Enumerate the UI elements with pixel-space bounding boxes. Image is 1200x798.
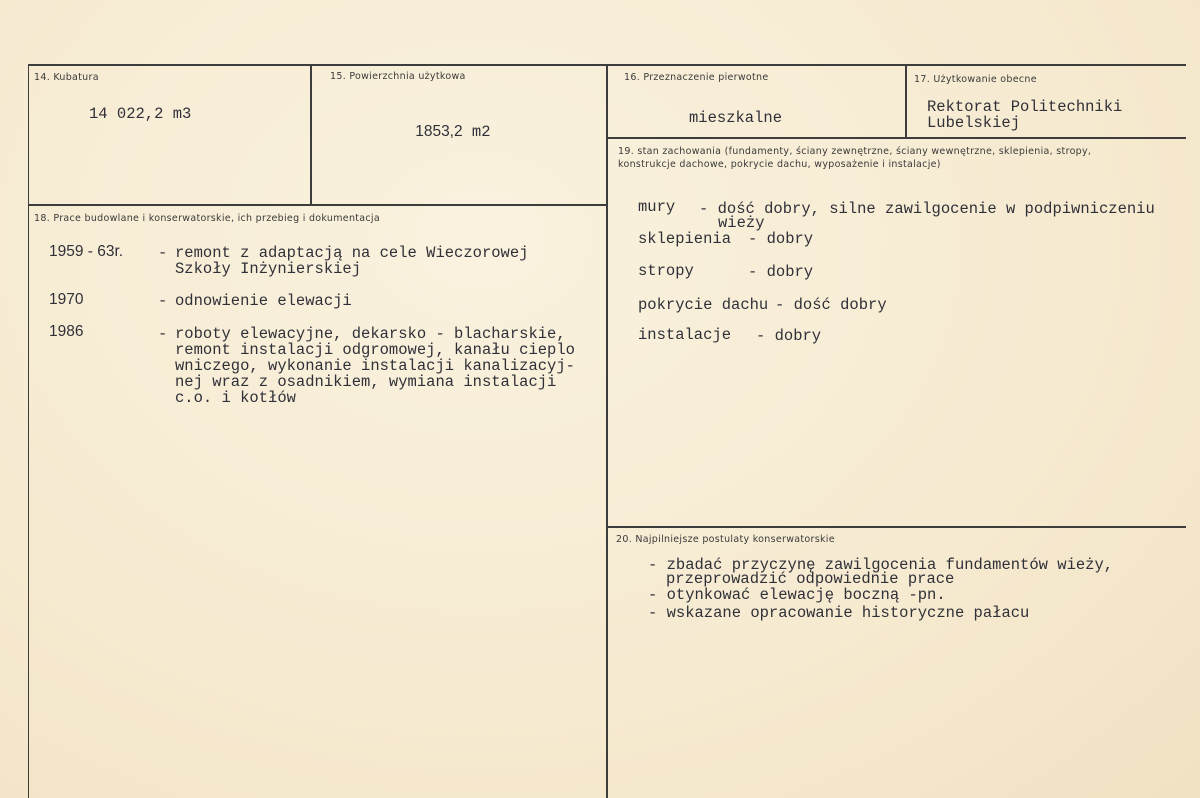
field-15-label: 15. Powierzchnia użytkowa bbox=[330, 71, 466, 82]
field-15-number: 1853,2 bbox=[415, 123, 463, 140]
entry-3-line-3: wniczego, wykonanie instalacji kanalizacyj- bbox=[175, 357, 575, 375]
state-instalacje-text: - dobry bbox=[756, 327, 822, 345]
state-mury-cont: wieży bbox=[718, 214, 765, 232]
entry-1-line-2: Szkoły Inżynierskiej bbox=[175, 260, 362, 278]
center-divider bbox=[606, 65, 608, 798]
entry-3-line-2: remont instalacji odgromowej, kanału cieplo bbox=[175, 341, 575, 359]
entry-1-line-1: remont z adaptacją na cele Wieczorowej bbox=[175, 244, 529, 262]
field-20-label: 20. Najpilniejsze postulaty konserwatorskie bbox=[616, 534, 835, 545]
entry-2-dash: - bbox=[158, 292, 168, 310]
field-15-unit: m2 bbox=[462, 123, 491, 141]
field-18-label: 18. Prace budowlane i konserwatorskie, ich przebieg i dokumentacja bbox=[34, 213, 380, 224]
entry-3-line-4: nej wraz z osadnikiem, wymiana instalacji bbox=[175, 373, 557, 391]
entry-3-dash: - bbox=[158, 325, 168, 343]
entry-3-line-5: c.o. i kotłów bbox=[175, 389, 296, 407]
field-16-value: mieszkalne bbox=[689, 109, 783, 127]
entry-1-year: 1959 - 63r. bbox=[49, 243, 124, 260]
field-17-line-2: Lubelskiej bbox=[927, 114, 1021, 132]
left-rule bbox=[28, 64, 29, 798]
field-17-line-1: Rektorat Politechniki bbox=[927, 98, 1123, 116]
state-stropy-name: stropy bbox=[638, 262, 694, 280]
state-mury-name: mury bbox=[638, 198, 676, 216]
rule-under-17 bbox=[607, 137, 1186, 139]
field-19-label: 19. stan zachowania (fundamenty, ściany zewnętrzne, ściany wewnętrzne, sklepienia, stropy, konstrukcje dachowe, pokrycie dachu, wyposażenie i instalacje) bbox=[618, 146, 1092, 170]
state-stropy-text: - dobry bbox=[748, 263, 814, 281]
field-14-value: 14 022,2 m3 bbox=[89, 105, 192, 123]
entry-3-year: 1986 bbox=[49, 323, 84, 340]
divider-16-17 bbox=[905, 65, 907, 137]
rule-above-20 bbox=[607, 526, 1186, 528]
field-15-value bbox=[396, 105, 491, 141]
divider-14-15 bbox=[310, 65, 312, 205]
state-pokrycie-name: pokrycie dachu bbox=[638, 296, 769, 314]
postulate-2: - otynkować elewację boczną -pn. bbox=[648, 586, 946, 604]
state-instalacje-name: instalacje bbox=[638, 326, 732, 344]
state-sklepienia-text: - dobry bbox=[748, 230, 814, 248]
entry-2-year: 1970 bbox=[49, 291, 84, 308]
postulate-3: - wskazane opracowanie historyczne pałacu bbox=[648, 604, 1030, 622]
state-sklepienia-name: sklepienia bbox=[638, 230, 732, 248]
rule-under-14-15 bbox=[29, 204, 607, 206]
field-16-label: 16. Przeznaczenie pierwotne bbox=[624, 72, 769, 83]
state-mury-text: - dość dobry, silne zawilgocenie w podpiwniczeniu bbox=[699, 200, 1155, 218]
postulate-1: - zbadać przyczynę zawilgocenia fundamentów wieży, bbox=[648, 556, 1114, 574]
field-17-label: 17. Użytkowanie obecne bbox=[914, 74, 1037, 85]
entry-3-line-1: roboty elewacyjne, dekarsko - blacharskie, bbox=[175, 325, 566, 343]
entry-1-dash: - bbox=[158, 244, 168, 262]
postulate-1-cont: przeprowadzić odpowiednie prace bbox=[666, 570, 955, 588]
field-14-label: 14. Kubatura bbox=[34, 72, 99, 83]
state-pokrycie-text: - dość dobry bbox=[775, 296, 887, 314]
entry-2-line-1: odnowienie elewacji bbox=[175, 292, 352, 310]
